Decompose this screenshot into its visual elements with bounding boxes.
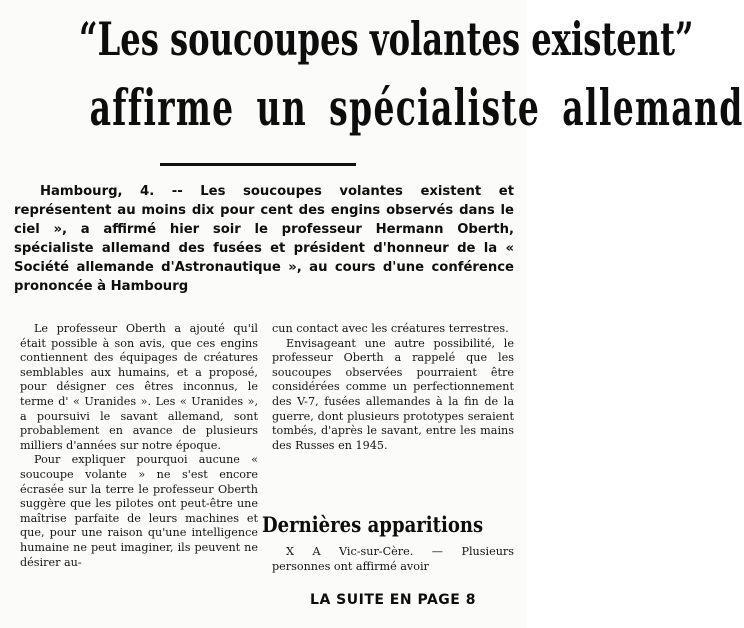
headline-line-1: “Les soucoupes volantes existent” — [79, 12, 694, 66]
headline-line-2: affirme un spécialiste allemand — [89, 78, 744, 137]
lead-paragraph: Hambourg, 4. -- Les soucoupes volantes existent et représentent au moins dix pour cent des engins observés dans le ciel », a affirmé hier soir le professeur Hermann Oberth, spécialiste allemand des fusées et président d'honneur de la « Société allemande d'Astronautique », au cours d'une conférence prononcée à Hambourg — [14, 184, 514, 294]
continued-on-page-notice: LA SUITE EN PAGE 8 — [310, 592, 476, 608]
body-paragraph: Envisageant une autre possibilité, le professeur Oberth a rappelé que les soucoupes observées pourraient être considérées comme un perfectionnement des V-7, fusées allemandes à la fin de la guerre, dont plusieurs prototypes seraient tombés, d'après le savant, entre les mains des Russes en 1945. — [272, 336, 514, 452]
body-paragraph: Pour expliquer pourquoi aucune « soucoupe volante » ne s'est encore écrasée sur la terre le professeur Oberth suggère que les pilotes ont peut-être une maîtrise parfaite de leurs machines et que, pour une raison qu'une intelligence humaine ne peut imaginer, ils peuvent ne désirer au- — [20, 453, 258, 569]
headline-divider — [160, 163, 356, 166]
body-paragraph: Le professeur Oberth a ajouté qu'il était possible à son avis, que ces engins contiennent des équipages de créatures semblables aux humains, et a proposé, pour désigner ces êtres inconnus, le terme d' « Uranides ». Les « Uranides », a poursuivi le savant allemand, sont probablement en avance de plusieurs milliers d'années sur notre époque. — [20, 322, 258, 452]
body-column-left — [20, 322, 258, 570]
dateline-paragraph: X A Vic-sur-Cère. — Plusieurs personnes ont affirmé avoir — [272, 545, 514, 573]
body-paragraph-continued: cun contact avec les créatures terrestres. — [272, 322, 509, 335]
section-subheading: Dernières apparitions — [262, 512, 484, 537]
body-column-right — [272, 322, 514, 453]
